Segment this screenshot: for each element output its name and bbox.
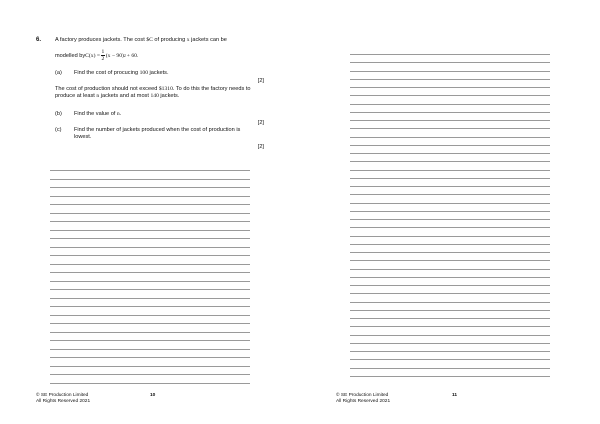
answer-line[interactable] <box>350 269 550 270</box>
part-c-text: Find the number of jackets produced when the cost of production is lowest. <box>74 127 241 140</box>
answer-line[interactable] <box>350 120 550 121</box>
answer-line[interactable] <box>50 187 250 188</box>
answer-line[interactable] <box>350 252 550 253</box>
answer-line[interactable] <box>350 277 550 278</box>
answer-line[interactable] <box>350 71 550 72</box>
answer-line[interactable] <box>50 255 250 256</box>
cost-formula: C(x) = $\frac{1}{2}$ (x − 90) 2 + 60. <box>85 49 139 62</box>
part-b-label: (b) <box>55 111 62 117</box>
answer-line[interactable] <box>350 95 550 96</box>
part-c-label: (c) <box>55 127 62 133</box>
answer-line[interactable] <box>350 79 550 80</box>
answer-line[interactable] <box>50 213 250 214</box>
answer-line[interactable] <box>50 374 250 375</box>
answer-line[interactable] <box>50 340 250 341</box>
answer-line[interactable] <box>350 285 550 286</box>
answer-line[interactable] <box>50 332 250 333</box>
answer-line[interactable] <box>350 104 550 105</box>
answer-line[interactable] <box>350 161 550 162</box>
answer-line[interactable] <box>50 230 250 231</box>
answer-line[interactable] <box>350 293 550 294</box>
answer-line[interactable] <box>350 186 550 187</box>
part-b-text: Find the value of n. <box>74 111 122 117</box>
answer-line[interactable] <box>350 54 550 55</box>
right-page <box>300 0 600 424</box>
answer-line[interactable] <box>350 211 550 212</box>
answer-line[interactable] <box>350 359 550 360</box>
answer-line[interactable] <box>350 368 550 369</box>
context-paragraph: The cost of production should not exceed $1310. To do this the factory needs to produce at least n jackets and at most 140 jackets. <box>55 86 251 99</box>
answer-line[interactable] <box>50 298 250 299</box>
question-stem-line2: modelled by C(x) = $\frac{1}{2}$ (x − 90) 2 + 60. <box>55 49 139 62</box>
answer-line[interactable] <box>350 236 550 237</box>
answer-line[interactable] <box>350 194 550 195</box>
footer-copyright: © SE Production Limited All Rights Reserved 2021 <box>336 393 391 404</box>
answer-line[interactable] <box>50 315 250 316</box>
answer-line[interactable] <box>50 196 250 197</box>
answer-line[interactable] <box>350 178 550 179</box>
part-a-text: Find the cost of procucing 100 jackets. <box>74 70 169 76</box>
answer-line[interactable] <box>50 264 250 265</box>
answer-line[interactable] <box>350 335 550 336</box>
answer-line[interactable] <box>350 244 550 245</box>
answer-line[interactable] <box>50 238 250 239</box>
answer-line[interactable] <box>350 326 550 327</box>
part-a-marks: [2] <box>257 78 264 84</box>
part-c-marks: [2] <box>257 144 264 150</box>
answer-line[interactable] <box>50 383 250 384</box>
answer-line[interactable] <box>350 351 550 352</box>
question-number: 6. <box>36 37 42 43</box>
part-b-marks: [2] <box>257 120 264 126</box>
answer-line[interactable] <box>50 247 250 248</box>
answer-line[interactable] <box>50 179 250 180</box>
answer-line[interactable] <box>50 357 250 358</box>
page-number: 11 <box>452 393 458 398</box>
answer-line[interactable] <box>50 366 250 367</box>
answer-line[interactable] <box>50 272 250 273</box>
answer-line[interactable] <box>50 204 250 205</box>
answer-line[interactable] <box>50 306 250 307</box>
answer-line[interactable] <box>350 310 550 311</box>
answer-line[interactable] <box>350 145 550 146</box>
part-a-label: (a) <box>55 70 62 76</box>
answer-line[interactable] <box>350 128 550 129</box>
answer-line[interactable] <box>350 62 550 63</box>
page-number: 10 <box>150 393 156 398</box>
answer-line[interactable] <box>50 170 250 171</box>
answer-line[interactable] <box>350 376 550 377</box>
answer-line[interactable] <box>350 203 550 204</box>
formula-fraction: $\frac{1}{2}$ <box>101 49 105 62</box>
answer-line[interactable] <box>50 289 250 290</box>
answer-line[interactable] <box>350 260 550 261</box>
answer-line[interactable] <box>350 112 550 113</box>
answer-line[interactable] <box>350 302 550 303</box>
answer-line[interactable] <box>350 227 550 228</box>
answer-line[interactable] <box>350 219 550 220</box>
answer-line[interactable] <box>350 318 550 319</box>
answer-line[interactable] <box>50 281 250 282</box>
answer-line[interactable] <box>50 323 250 324</box>
answer-line[interactable] <box>350 343 550 344</box>
answer-line[interactable] <box>350 153 550 154</box>
answer-line[interactable] <box>350 87 550 88</box>
question-stem-line1: A factory produces jackets. The cost $C of producing x jackets can be <box>55 37 227 43</box>
answer-line[interactable] <box>50 349 250 350</box>
answer-line[interactable] <box>350 137 550 138</box>
footer-copyright: © SE Production Limited All Rights Reserved 2021 <box>36 393 91 404</box>
answer-line[interactable] <box>350 170 550 171</box>
answer-line[interactable] <box>50 221 250 222</box>
